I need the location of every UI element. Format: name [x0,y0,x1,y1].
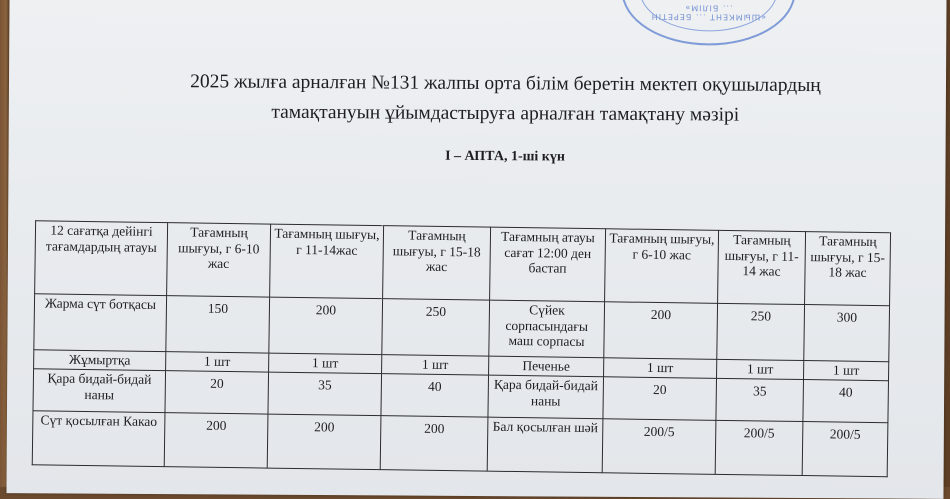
cell-value: 40 [803,380,889,423]
header-afternoon-6-10: Тағамның шығуы, г 6-10 жас [605,229,719,304]
cell-dish: Сүйек сорпасындағы маш сорпасы [489,300,605,358]
table-row [32,411,888,477]
cell-value: 1 шт [717,359,804,379]
cell-value: 150 [166,296,270,353]
cell-value: 40 [381,374,489,417]
cell-value: 1 шт [382,355,489,375]
cell-value: 35 [716,378,804,421]
cell-dish: Жұмыртқа [34,350,166,371]
cell-value: 200 [380,416,488,471]
cell-value: 200/5 [602,419,716,475]
cell-value: 200 [164,413,268,468]
table-header-row [35,221,891,306]
document-page [6,0,946,499]
header-morning-6-10: Тағамның шығуы, г 6-10 жас [167,223,271,297]
cell-value: 200/5 [715,420,803,475]
cell-value: 200/5 [802,422,888,477]
cell-value: 250 [382,299,490,356]
cell-value: 1 шт [269,353,382,374]
cell-dish: Сүт қосылған Какао [32,411,165,467]
cell-value: 35 [268,372,382,416]
week-day-subtitle: І – АПТА, 1-ші күн [445,148,566,165]
cell-dish: Жарма сүт ботқасы [34,294,167,352]
menu-table [32,220,891,477]
cell-dish: Қара бидай-бидай наны [488,375,604,419]
cell-value: 200 [604,302,718,360]
cell-value: 200 [269,297,383,355]
header-afternoon-dish: Тағамның атауы сағат 12:00 ден бастап [490,227,606,302]
header-afternoon-15-18: Тағамның шығуы, г 15-18 жас [805,232,891,306]
official-stamp [621,0,796,46]
cell-value: 20 [603,377,717,421]
title-line-1: 2025 жылға арналған №131 жалпы орта білім беретін мектеп оқушылардың [190,71,821,97]
cell-value: 1 шт [604,358,717,379]
stamp-text: «ШЫМКЕНТ ... БЕРЕТІН ... БІЛІМ» [650,3,767,22]
cell-value: 200 [267,414,381,470]
header-morning-15-18: Тағамның шығуы, г 15-18 жас [383,226,491,300]
document-title [9,66,946,132]
title-line-2: тамақтануын ұйымдастыруға арналған тамақтану мәзірі [271,101,740,126]
cell-value: 300 [804,305,890,362]
header-morning-11-14: Тағамның шығуы, г 11-14жас [270,224,384,299]
cell-value: 20 [165,371,269,414]
cell-value: 1 шт [804,361,889,381]
cell-value: 250 [717,303,805,360]
header-afternoon-11-14: Тағамның шығуы, г 11-14 жас [718,230,806,304]
cell-dish: Қара бидай-бидай наны [33,369,166,413]
cell-dish: Бал қосылған шәй [487,417,603,473]
cell-dish: Печенье [489,356,604,377]
cell-value: 1 шт [166,352,269,372]
header-morning-dish: 12 сағатқа дейінгі тағамдардың атауы [35,221,168,296]
